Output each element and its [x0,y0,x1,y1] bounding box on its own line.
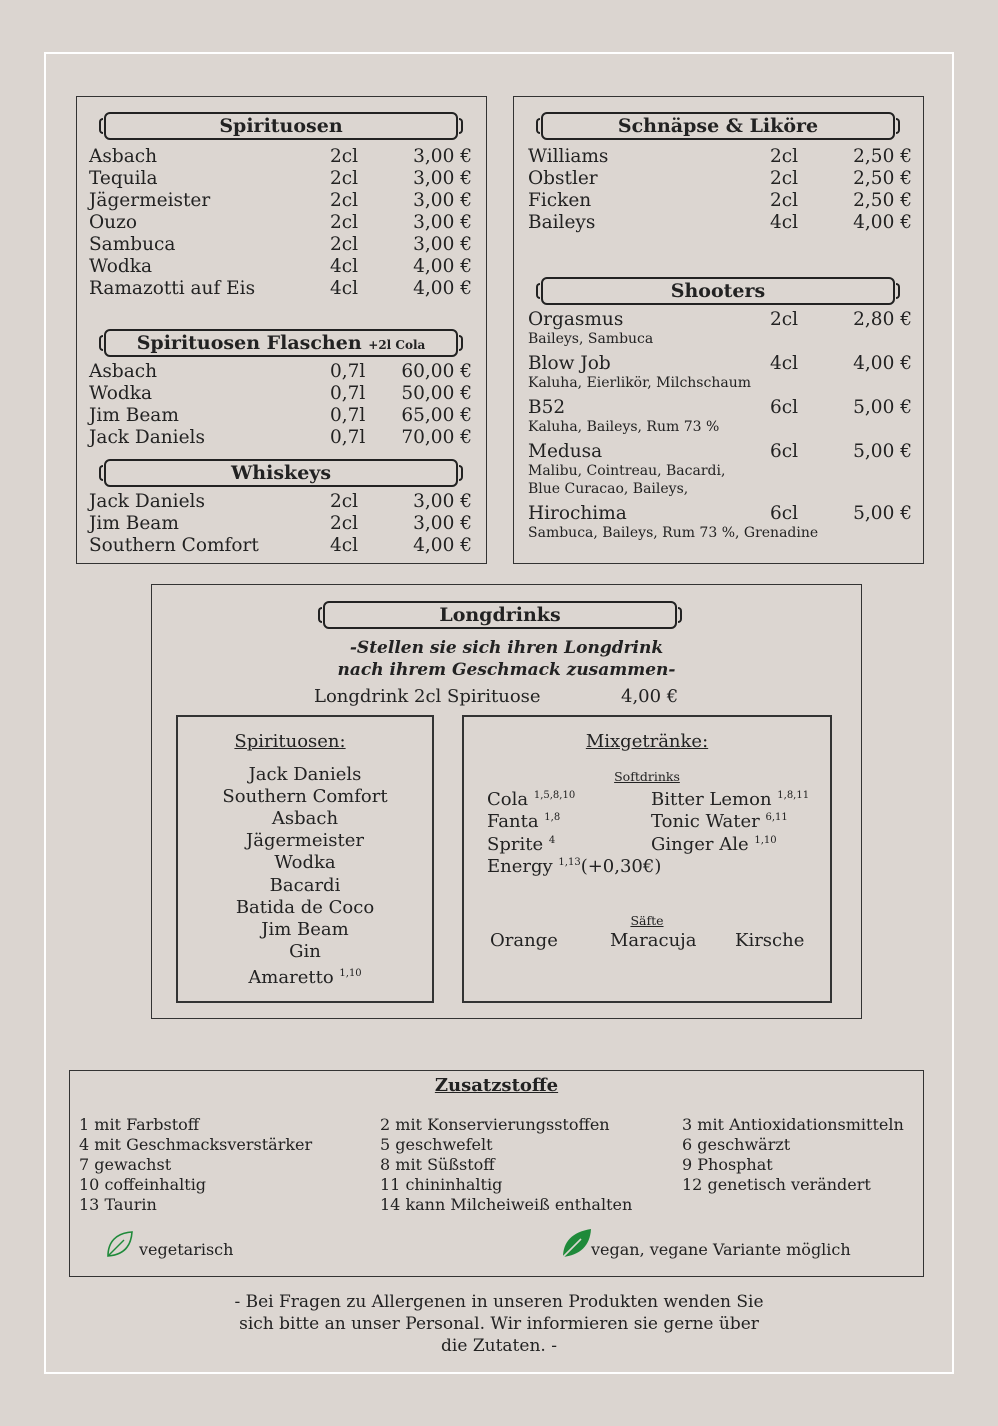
item-name: Tequila [89,168,158,189]
softdrink-name: Energy [487,855,553,877]
item-price: 5,00 € [853,441,912,462]
vegetarian-label: vegetarisch [139,1240,234,1259]
additive-item: 14 kann Milcheiweiß enthalten [380,1195,633,1215]
additive-item: 12 genetisch verändert [682,1175,871,1195]
item-quantity: 6cl [770,503,799,524]
longdrink-spirit [176,963,434,989]
longdrink-spirit [176,897,434,919]
softdrink-name: Sprite [487,833,544,855]
item-quantity: 2cl [330,234,359,255]
schnaepse-heading: Schnäpse & Liköre [541,112,895,140]
item-price: 3,00 € [413,168,472,189]
item-quantity: 4cl [770,212,799,233]
footer-line-3: die Zutaten. - [441,1336,557,1356]
item-price: 4,00 € [413,256,472,277]
additive-item: 11 chininhaltig [380,1175,503,1195]
vegetarian-leaf-icon [104,1228,136,1260]
longdrink-spirit [176,786,434,808]
item-quantity: 2cl [330,168,359,189]
shooter-ingredients-2: Blue Curacao, Baileys, [528,481,689,497]
additive-item: 13 Taurin [79,1195,157,1215]
item-name: Williams [528,146,609,167]
menu-row [89,405,472,427]
additive-item: 2 mit Konservierungsstoffen [380,1115,610,1134]
softdrinks-label: Softdrinks [614,769,680,784]
item-quantity: 2cl [770,146,799,167]
item-price: 3,00 € [413,190,472,211]
item-price: 60,00 € [401,361,472,382]
item-quantity: 2cl [330,146,359,167]
item-quantity: 4cl [330,535,359,556]
item-price: 4,00 € [413,535,472,556]
mix-sub-title: Mixgetränke: [585,731,709,752]
item-quantity: 4cl [770,353,799,374]
menu-row [89,535,472,557]
item-price: 2,50 € [853,190,912,211]
item-name: Ficken [528,190,592,211]
juice-item: Kirsche [735,930,805,951]
item-name: Hirochima [528,503,627,524]
item-price: 65,00 € [401,405,472,426]
item-name: Ouzo [89,212,137,233]
item-allergens: 6,11 [765,812,788,824]
additive-item: 5 geschwefelt [380,1135,493,1155]
shooter-ingredients: Baileys, Sambuca [528,331,654,347]
item-quantity: 2cl [770,309,799,330]
item-price: 3,00 € [413,491,472,512]
item-price: 3,00 € [413,513,472,534]
item-price: 4,00 € [853,212,912,233]
item-price: 4,00 € [853,353,912,374]
item-allergens: 1,10 [754,834,777,846]
longdrink-spirit [176,919,434,941]
flaschen-heading: Spirituosen Flaschen +2l Cola [104,329,458,357]
item-quantity: 2cl [330,513,359,534]
item-price: 2,50 € [853,168,912,189]
shooters-heading: Shooters [541,277,895,305]
shooter-row [528,353,912,375]
longdrink-spirit-name: Southern Comfort [222,786,388,808]
item-allergens: 1,8,11 [777,790,810,801]
item-name: B52 [528,397,566,418]
juice-item: Maracuja [610,930,697,951]
additive-item: 7 gewachst [79,1155,172,1175]
item-quantity: 6cl [770,441,799,462]
menu-row [89,427,472,449]
menu-row [89,190,472,212]
item-quantity: 2cl [330,212,359,233]
longdrink-spirit [176,875,434,897]
longdrinks-tagline-1: -Stellen sie sich ihren Longdrink [349,638,664,658]
menu-row [89,256,472,278]
menu-row [89,513,472,535]
shooter-row [528,441,912,463]
item-allergens: 1,5,8,10 [533,790,576,801]
additive-item: 3 mit Antioxidationsmitteln [682,1115,904,1134]
softdrink-name: Fanta [487,811,539,833]
item-name: Sambuca [89,234,176,255]
item-name: Wodka [89,256,152,277]
spirits-sub-title: Spirituosen: [234,731,346,752]
additive-item: 9 Phosphat [682,1155,773,1175]
longdrink-spirit [176,941,434,963]
additive-item: 8 mit Süßstoff [380,1155,495,1175]
item-name: Jack Daniels [89,427,205,448]
item-allergens: 1,13 [558,856,581,868]
item-quantity: 4cl [330,278,359,299]
item-name: Obstler [528,168,598,189]
shooter-row [528,397,912,419]
longdrink-spirit [176,830,434,852]
item-name: Southern Comfort [89,535,259,556]
longdrink-spirit-name: Batida de Coco [235,896,375,918]
vegan-leaf-icon [561,1227,593,1259]
longdrinks-offer: Longdrink 2cl Spirituose [314,686,541,707]
menu-row [528,168,912,190]
item-quantity: 2cl [770,190,799,211]
softdrink-item [651,830,777,856]
item-quantity: 0,7l [330,383,366,404]
juice-item: Orange [490,930,558,951]
item-name: Medusa [528,441,603,462]
longdrinks-tagline-2: nach ihrem Geschmack zusammen- [337,660,676,680]
longdrink-spirit [176,852,434,874]
item-name: Jim Beam [89,405,179,426]
item-price: 3,00 € [413,146,472,167]
softdrink-name: Cola [487,789,529,810]
softdrink-name: Bitter Lemon [651,789,772,810]
longdrink-spirit [176,764,434,786]
flaschen-note: +2l Cola [368,338,426,352]
item-name: Blow Job [528,353,611,374]
additive-item: 4 mit Geschmacksverstärker [79,1135,313,1155]
softdrink-name: Tonic Water [651,811,760,833]
whiskeys-heading: Whiskeys [104,459,458,487]
item-price: 3,00 € [413,234,472,255]
longdrink-spirit-name: Asbach [271,808,339,830]
item-allergens: 1,10 [339,967,362,979]
shooter-row [528,309,912,331]
item-name: Asbach [89,361,158,382]
menu-row [89,491,472,513]
zusatzstoffe-title: Zusatzstoffe [434,1075,559,1096]
longdrinks-heading: Longdrinks [323,601,677,629]
item-name: Jack Daniels [89,491,205,512]
menu-row [528,190,912,212]
longdrinks-offer-price: 4,00 € [621,686,679,707]
longdrink-spirit-name: Jim Beam [261,918,349,940]
menu-row [89,212,472,234]
item-price: 50,00 € [401,383,472,404]
spirituosen-heading: Spirituosen [104,112,458,140]
item-name: Wodka [89,383,152,404]
menu-row [528,146,912,168]
menu-row [89,146,472,168]
item-price: 5,00 € [853,503,912,524]
longdrink-spirit-name: Amaretto [248,966,334,988]
softdrink-item [487,852,661,878]
item-price: 5,00 € [853,397,912,418]
shooter-ingredients: Kaluha, Baileys, Rum 73 % [528,419,720,435]
item-quantity: 0,7l [330,427,366,448]
menu-row [89,383,472,405]
item-allergens: 4 [548,834,556,846]
additive-item: 1 mit Farbstoff [79,1115,200,1134]
item-allergens: 1,8 [544,812,561,824]
longdrink-spirit [176,808,434,830]
item-name: Baileys [528,212,596,233]
saefte-label: Säfte [630,913,664,928]
softdrink-name: Ginger Ale [651,833,749,855]
longdrink-spirit-name: Bacardi [269,874,341,896]
longdrink-spirit-name: Wodka [274,852,336,874]
shooter-row [528,503,912,525]
shooter-ingredients: Malibu, Cointreau, Bacardi, [528,463,726,479]
shooter-ingredients: Sambuca, Baileys, Rum 73 %, Grenadine [528,525,819,541]
item-quantity: 2cl [330,190,359,211]
shooter-ingredients: Kaluha, Eierlikör, Milchschaum [528,375,751,391]
footer-line-2: sich bitte an unser Personal. Wir informieren sie gerne über [239,1314,759,1334]
longdrink-spirit-name: Jägermeister [246,830,364,852]
item-name: Ramazotti auf Eis [89,278,256,299]
item-quantity: 0,7l [330,405,366,426]
longdrink-spirit-name: Gin [289,940,321,962]
item-price: 4,00 € [413,278,472,299]
menu-row [528,212,912,234]
item-price: 2,80 € [853,309,912,330]
vegan-label: vegan, vegane Variante möglich [591,1240,851,1259]
softdrink-surcharge: (+0,30€) [580,855,662,877]
longdrink-spirit-name: Jack Daniels [248,764,362,785]
menu-row [89,168,472,190]
item-quantity: 2cl [330,491,359,512]
additive-item: 10 coffeinhaltig [79,1175,207,1195]
item-name: Asbach [89,146,158,167]
menu-row [89,278,472,300]
footer-line-1: - Bei Fragen zu Allergenen in unseren Produkten wenden Sie [234,1292,764,1312]
item-quantity: 2cl [770,168,799,189]
item-quantity: 4cl [330,256,359,277]
item-price: 3,00 € [413,212,472,233]
item-name: Jim Beam [89,513,179,534]
item-name: Jägermeister [89,190,211,211]
item-quantity: 0,7l [330,361,366,382]
menu-row [89,234,472,256]
item-quantity: 6cl [770,397,799,418]
item-price: 2,50 € [853,146,912,167]
menu-row [89,361,472,383]
item-price: 70,00 € [401,427,472,448]
item-name: Orgasmus [528,309,624,330]
additive-item: 6 geschwärzt [682,1135,791,1155]
